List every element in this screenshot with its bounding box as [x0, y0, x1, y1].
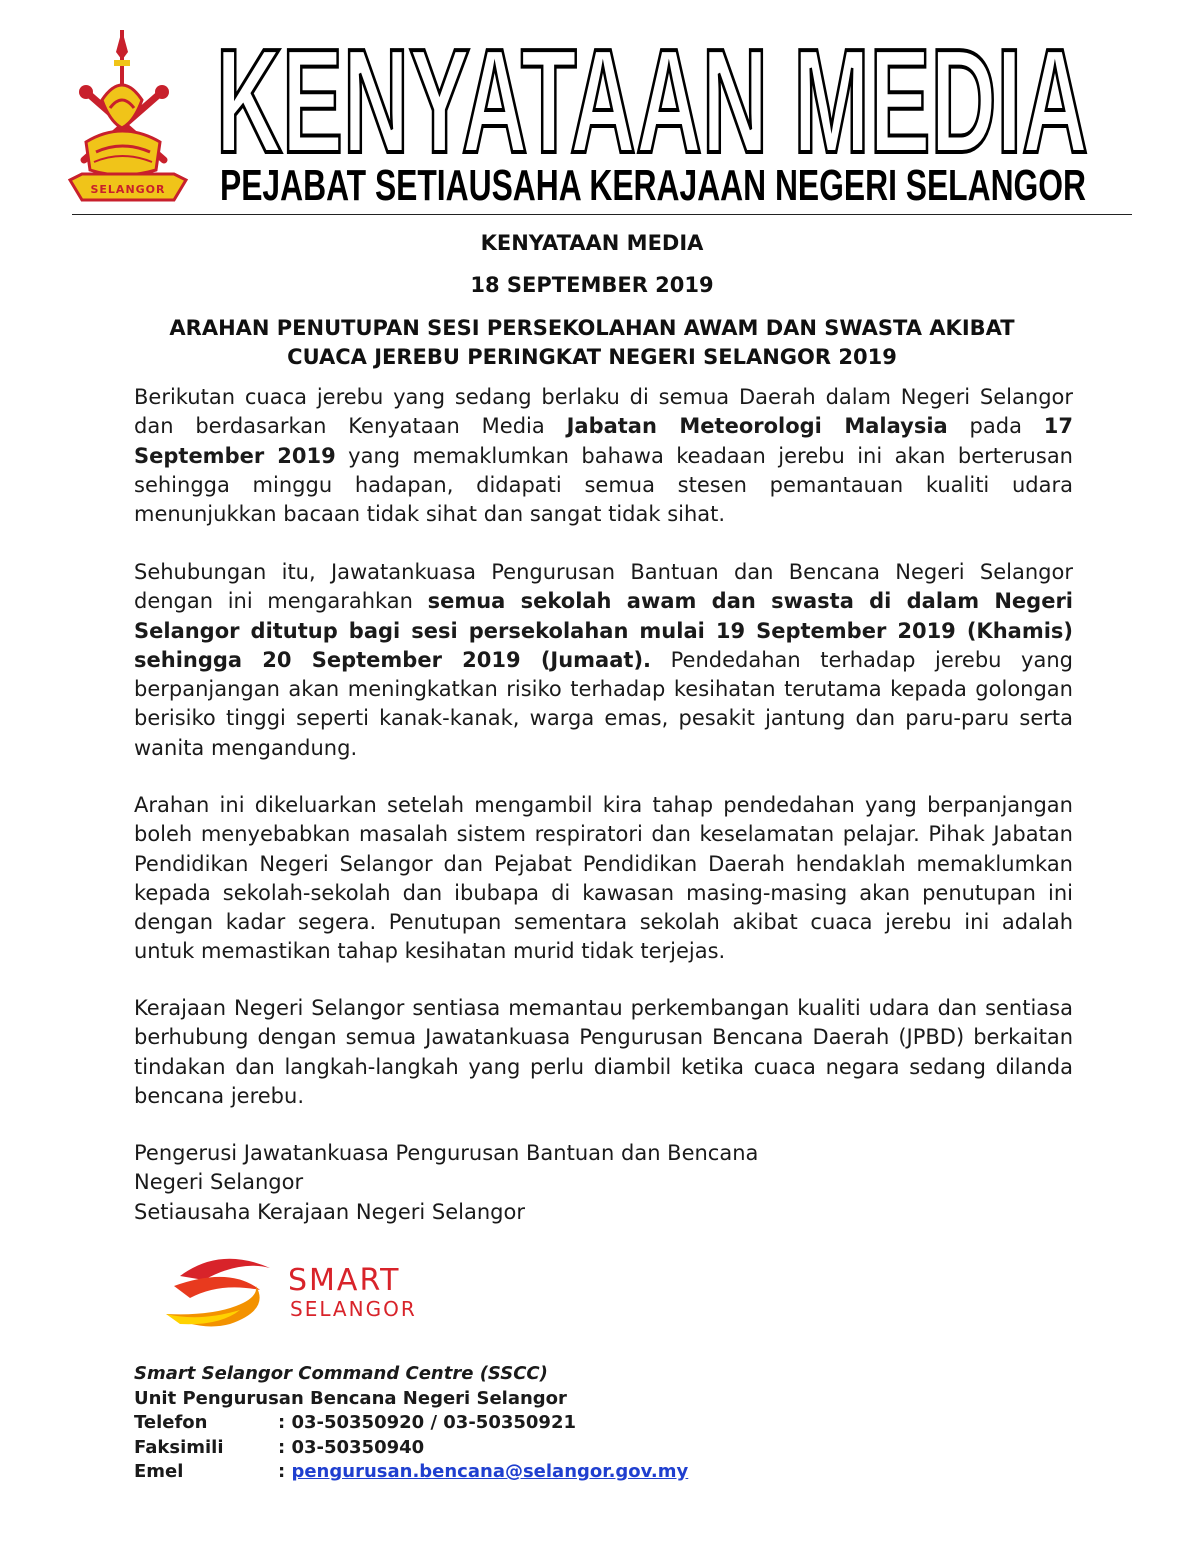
contact-phone-row	[134, 1411, 688, 1436]
paragraph-2: Sehubungan itu, Jawatankuasa Pengurusan Bantuan dan Bencana Negeri Selangor dengan ini mengarahkan semua sekolah awam dan swasta di dalam Negeri Selangor ditutup bagi sesi persekolahan mulai 19 September 2019 (Khamis) sehingga 20 September 2019 (Jumaat). Pendedahan terhadap jerebu yang berpanjangan akan meningkatkan risiko terhadap kesihatan terutama kepada golongan berisiko tinggi seperti kanak-kanak, warga emas, pesakit jantung dan paru-paru serta wanita mengandung.	[134, 560, 1073, 760]
paragraph-3: Arahan ini dikeluarkan setelah mengambil kira tahap pendedahan yang berpanjangan boleh menyebabkan masalah sistem respiratori dan keselamatan pelajar. Pihak Jabatan Pendidikan Negeri Selangor dan Pejabat Pendidikan Daerah hendaklah memaklumkan kepada sekolah-sekolah dan ibubapa di kawasan masing-masing akan penutupan ini dengan kadar segera. Penutupan sementara sekolah akibat cuaca jerebu ini adalah untuk memastikan tahap kesihatan murid tidak terjejas.	[134, 793, 1073, 964]
svg-text:SMART: SMART	[288, 1263, 401, 1298]
email-link[interactable]: pengurusan.bencana@selangor.gov.my	[291, 1461, 689, 1482]
svg-text:KENYATAAN MEDIA: KENYATAAN MEDIA	[216, 40, 1088, 158]
contact-centre: Smart Selangor Command Centre (SSCC)	[134, 1363, 548, 1384]
phone-label: Telefon	[134, 1412, 208, 1433]
signature-line-2: Negeri Selangor	[134, 1170, 304, 1195]
signature-line-1: Pengerusi Jawatankuasa Pengurusan Bantuan dan Bencana	[134, 1141, 759, 1165]
banner-title	[212, 40, 1092, 158]
contact-block	[134, 1362, 688, 1485]
smart-selangor-logo	[160, 1250, 430, 1330]
fax-value: : 03-50350940	[278, 1436, 425, 1458]
paragraph-1: Berikutan cuaca jerebu yang sedang berlaku di semua Daerah dalam Negeri Selangor dan berdasarkan Kenyataan Media Jabatan Meteorologi Malaysia pada 17 September 2019 yang memaklumkan bahawa keadaan jerebu ini akan berterusan sehingga minggu hadapan, didapati semua stesen pemantauan kualiti udara menunjukkan bacaan tidak sihat dan sangat tidak sihat.	[134, 385, 1073, 527]
svg-text:PEJABAT SETIAUSAHA KERAJAAN NE: PEJABAT SETIAUSAHA KERAJAAN NEGERI SELANGOR	[220, 161, 1086, 206]
statement-label: KENYATAAN MEDIA	[480, 231, 704, 255]
selangor-crest-logo	[64, 30, 194, 206]
email-label: Emel	[134, 1461, 184, 1482]
signature-block	[134, 1139, 758, 1227]
contact-email-row	[134, 1460, 688, 1485]
contact-unit: Unit Pengurusan Bencana Negeri Selangor	[134, 1387, 567, 1409]
svg-text:SELANGOR: SELANGOR	[90, 183, 166, 196]
email-separator: :	[278, 1461, 292, 1482]
subject-line-1: ARAHAN PENUTUPAN SESI PERSEKOLAHAN AWAM DAN SWASTA AKIBAT	[169, 316, 1015, 340]
statement-date: 18 SEPTEMBER 2019	[470, 273, 714, 297]
fax-label: Faksimili	[134, 1436, 224, 1458]
contact-fax-row	[134, 1436, 688, 1461]
phone-value: : 03-50350920 / 03-50350921	[278, 1412, 577, 1433]
banner-subtitle	[218, 160, 1088, 206]
paragraph-4: Kerajaan Negeri Selangor sentiasa memantau perkembangan kualiti udara dan sentiasa berhubung dengan semua Jawatankuasa Pengurusan Bencana Daerah (JPBD) berkaitan tindakan dan langkah-langkah yang perlu diambil ketika cuaca negara sedang dilanda bencana jerebu.	[134, 996, 1073, 1108]
header-divider	[72, 214, 1132, 215]
subject-line-2: CUACA JEREBU PERINGKAT NEGERI SELANGOR 2019	[287, 345, 897, 369]
signature-line-3: Setiausaha Kerajaan Negeri Selangor	[134, 1199, 525, 1224]
statement-subject	[0, 314, 1184, 372]
svg-text:SELANGOR: SELANGOR	[290, 1297, 417, 1321]
